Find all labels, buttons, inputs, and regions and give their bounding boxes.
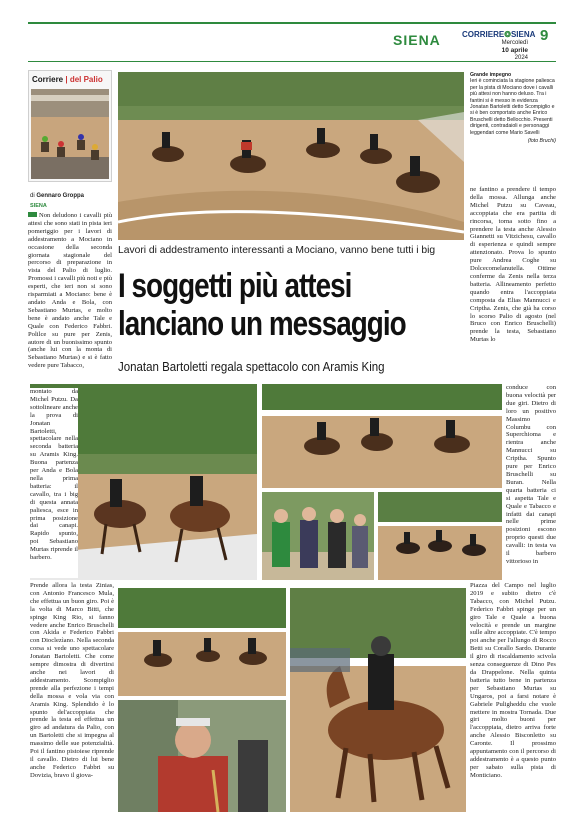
article-kicker: Lavori di addestramento interessanti a Mociano, vanno bene tutti i big — [118, 245, 436, 256]
photo-horses-far — [378, 492, 502, 580]
byline: di Gennaro Groppa — [30, 193, 85, 199]
photo-horses-group — [262, 384, 502, 488]
section-title: SIENA — [393, 32, 441, 48]
photo-caption: Grande impegno Ieri è cominciata la stagione paliesca per la pista di Mociano dove i cavalli più attesi non hanno deluso. Tra i fantini si è messo in evidenza Jonatan Bartoletti detto Scompiglio e si è ben comportato anche Enrico Bruschelli detto Bellocchio. Presenti dirigenti, contradaioli e personaggi leggendari come Mario Savelli (foto Bruchi) — [470, 72, 556, 145]
lead-marker-icon — [28, 212, 37, 217]
article-subhead: Jonatan Bartoletti regala spettacolo con Aramis King — [118, 360, 385, 374]
article-column-3-narrow: conduce con buona velocità per due giri. Dietro di loro un positivo Massimo Columbu con Superchioma e rientra anche Mannucci su Criptha. Spunto pure per Enrico Bruschelli su Buran. Nella quarta batteria ci si aspetta Tale e Quale e Tabacco e infatti dai canapi nelle prime posizioni escono proprio questi due cavalli: in testa va il barbero vittorioso in — [506, 384, 556, 565]
main-photo-horses-training — [118, 72, 464, 240]
byline-section: SIENA — [30, 203, 47, 209]
header-bottom-rule — [28, 61, 556, 62]
article-column-3: ne fantino a prendere il tempo della mossa. Allunga anche Michel Putzu su Caveau, accoppiata che era partita di rincorsa, torna sotto fino a prendere la testa anche Alessio Giannetti su Vitzichesu, cavallo di esperienza e quindi sempre attenzionato. Prova lo spunto pure Andrea Coghe su Dolcecomelanutella. Ottime conferme da Zenis nella terza batteria. Allineamento perfetto quando entra l'accoppiata composta da Elias Mannucci e Criptha. Zenis, che già ha corso lo scorso Palio di agosto (nel Bruco con Enrico Bruschelli) prende la testa, Sebastiano Murtas lo — [470, 186, 556, 344]
photo-training-track — [118, 588, 286, 696]
article-column-1-continued: Prende allora la testa Zinias, con Antonio Francesco Mula, che effettua un buon giro. Poi è la volta di Marco Bitti, che spinge King Rio, si fanno vedere anche Enrico Bruschelli con Akida e Federico Fabbri con Dioclezìano. Nella seconda corsa si vede uno spettacolare Jonatan Bartoletti. Che come sempre dimostra di divertirsi anche nei lavori di addestramento. Scompiglio prende alla perfezione i tempi della mossa e vola via con Aramis King. Splendido è lo spunto del'accoppiata che prende la testa ed effettua un giro ad andatura da Palio, con un Bartoletti che si impegna al massimo delle sue potenzialità. Poi il fantino pistoiese riprende il cavallo. Dietro di lui bene anche Federico Fabbri su Dovizia, bravo il giova- — [30, 582, 114, 779]
photo-mario-savelli — [118, 700, 286, 812]
page-number: 9 — [540, 27, 549, 44]
photo-spectators — [262, 492, 374, 580]
newspaper-logo: CORRIERE❂SIENA — [462, 30, 536, 39]
logo-separator-icon: ❂ — [504, 30, 511, 39]
issue-date: Mercoledì 10 aprile 2024 — [501, 40, 528, 61]
photo-jockey-closeup — [290, 588, 466, 812]
article-column-2: montato da Michel Putzu. Da sottolineare anche la prova di Jonatan Bartoletti, spettacolare nella seconda batteria su Aramis King. Buona partenza per Anda e Bola nella prima batteria: il cavallo, tra i big di questa annata paliesca, esce in prima posizione dai canapi. Rapido spunto, poi Sebastiano Murtas riprende il barbero. — [30, 388, 78, 578]
article-headline: I soggetti più attesi lanciano un messaggio — [118, 267, 406, 343]
article-column-3-continued: Piazza del Campo nel luglio 2019 e subito dietro c'è Tabacco, con Michel Putzu. Federico Fabbri spinge per un giro Tale e Quale a buona velocità e prende un margine sulle altre accoppiate. C'è tempo poi anche per l'allungo di Rocco Betti su Corallo Sardo. Durante il giro di riscaldamento scivola senza conseguenze di Dino Pes da Drappelone. Nella quinta batteria tutto bene in partenza per Sebastiano Murtas su Ungaros, poi a farsi notare è Gabriele Puligheddu che vuole mettere in mostra Tornada. Due giri molto buoni per l'accoppiata, dietro arriva forte anche Alessio Bisconletto su Caronte. Il prossimo appuntamento con il percorso di addestramento è a questo punto per sabato sulla pista di Monticiano. — [470, 582, 556, 779]
article-column-1: Non deludono i cavalli più attesi che sono stati in pista ieri pomeriggio per i lavori di addestramento a Mociano in occasione della seconda giornata stagionale del percorso di preparazione in vista del Palio di luglio. Promossi i cavalli più noti e più esperti, che ieri non si sono risparmiati a Mociano: bene è andato Anda e Bola, con Sebastiano Murtas, e molto bene è andato anche Tale e Quale con Federico Fabbri. Polilce su pure per Zenis, autore di un buonissimo spunto (anche lui con la monta di Sebastiano Murtas) e si è fatto vedere pure Tabacco, — [28, 212, 112, 370]
corriere-del-palio-logo: Corriere | del Palio — [28, 70, 112, 182]
palio-crowd-photo — [31, 89, 109, 179]
header-top-rule — [28, 22, 556, 24]
